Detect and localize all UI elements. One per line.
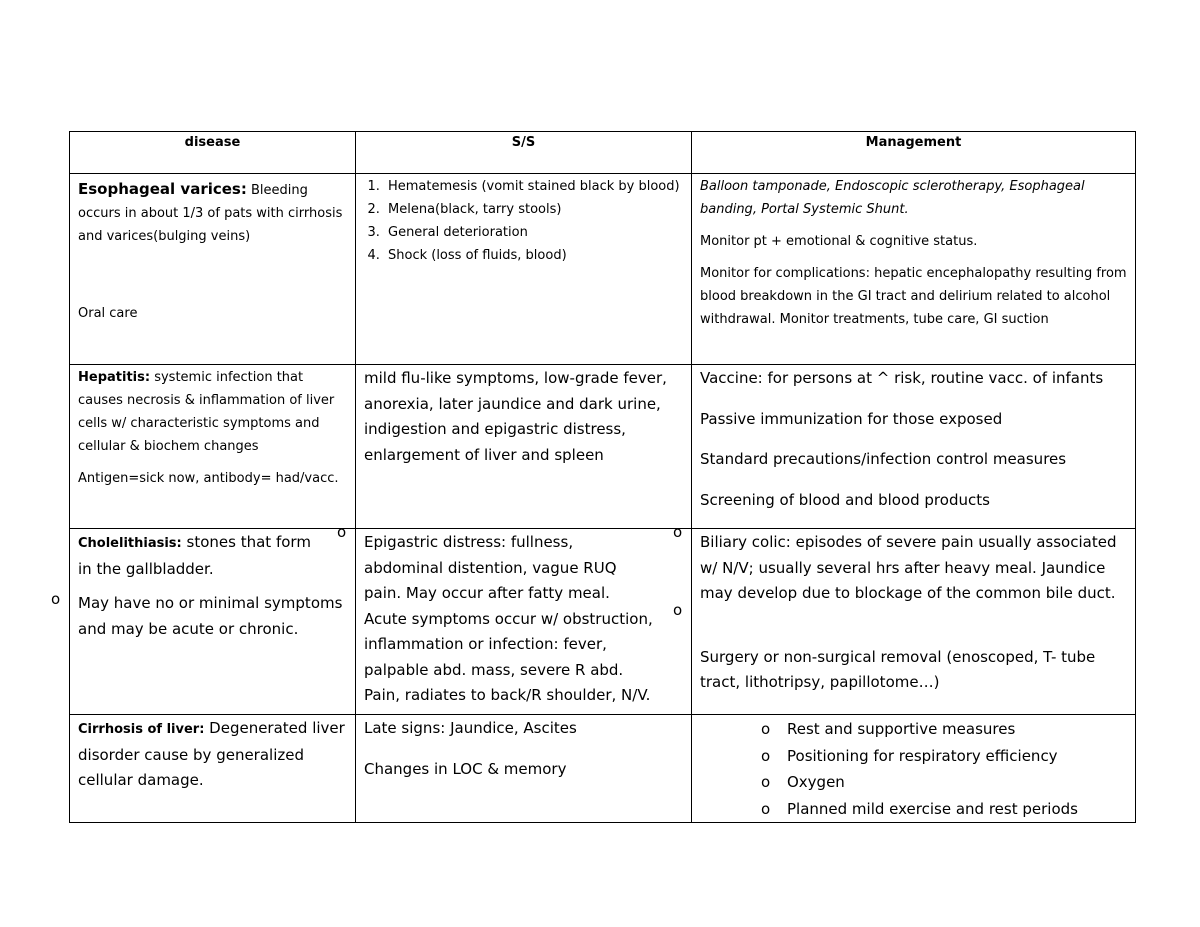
disease-cell	[70, 715, 356, 823]
disease-title: Cirrhosis of liver:	[78, 722, 205, 737]
management-cell	[692, 365, 1136, 529]
list-item: 2. Melena(black, tarry stools)	[384, 198, 683, 221]
table-row	[70, 174, 1136, 365]
management-paragraph: Vaccine: for persons at ^ risk, routine vacc. of infants	[700, 369, 1104, 387]
list-item: 3. General deterioration	[384, 221, 683, 244]
management-paragraph: Passive immunization for those exposed	[700, 409, 1003, 428]
list-item: 1. Hematemesis (vomit stained black by blood)	[384, 175, 683, 198]
ss-cell	[356, 174, 692, 365]
header-disease: disease	[70, 132, 356, 174]
list-item: o Positioning for respiratory efficiency	[761, 743, 1127, 770]
management-paragraph: Biliary colic: episodes of severe pain usually associated w/ N/V; usually several hrs after heavy meal. Jaundice may develop due to blockage of the common bile duct.	[700, 533, 1117, 602]
management-italic: Balloon tamponade, Endoscopic sclerotherapy, Esophageal banding, Portal Systemic Shunt.	[700, 179, 1085, 217]
ss-paragraph: Changes in LOC & memory	[364, 759, 567, 778]
list-item: o Rest and supportive measures	[761, 716, 1127, 743]
disease-cell	[70, 365, 356, 529]
disease-text: systemic infection that causes necrosis & inflammation of liver cells w/ characteristic symptoms and cellular & biochem changes	[78, 370, 335, 454]
disease-title: Esophageal varices:	[78, 180, 247, 198]
circle-bullet-icon: o	[337, 523, 347, 541]
ss-cell	[356, 529, 692, 715]
circle-bullet-icon: o	[673, 523, 683, 541]
ss-cell	[356, 715, 692, 823]
management-paragraph: Monitor for complications: hepatic encephalopathy resulting from blood breakdown in the GI tract and delirium related to alcohol withdrawal. Monitor treatments, tube care, GI suction	[700, 266, 1127, 327]
management-paragraph: Surgery or non-surgical removal (enoscoped, T- tube tract, lithotripsy, papillotome…)	[700, 647, 1096, 691]
list-item: o Planned mild exercise and rest periods	[761, 796, 1127, 823]
management-cell	[692, 715, 1136, 823]
disease-cell	[70, 529, 356, 715]
management-paragraph: Screening of blood and blood products	[700, 490, 990, 509]
ss-text: mild flu-like symptoms, low-grade fever, anorexia, later jaundice and dark urine, indigestion and epigastric distress, enlargement of liver and spleen	[364, 369, 667, 464]
disease-cell	[70, 174, 356, 365]
circle-bullet-icon: o	[761, 746, 771, 765]
disease-table	[69, 131, 1136, 823]
ss-text: Epigastric distress: fullness, abdominal distention, vague RUQ pain. May occur after fatty meal. Acute symptoms occur w/ obstruction, inflammation or infection: fever, palpable abd. mass, severe R abd. Pain, radiates to back/R shoulder, N/V.	[364, 533, 653, 704]
disease-title: Cholelithiasis:	[78, 536, 182, 551]
disease-text: Bleeding occurs in about 1/3 of pats with cirrhosis and varices(bulging veins)	[78, 183, 343, 244]
circle-bullet-icon: o	[761, 799, 771, 818]
table-row	[70, 529, 1136, 715]
circle-bullet-icon: o	[51, 590, 61, 608]
circle-bullet-icon: o	[673, 601, 683, 619]
management-cell	[692, 174, 1136, 365]
ss-paragraph: Late signs: Jaundice, Ascites	[364, 719, 577, 737]
management-cell	[692, 529, 1136, 715]
table-row	[70, 365, 1136, 529]
disease-note: Oral care	[78, 306, 138, 321]
management-bullet-list	[700, 716, 1127, 822]
circle-bullet-icon: o	[761, 720, 771, 738]
table-row	[70, 715, 1136, 823]
disease-title: Hepatitis:	[78, 370, 151, 385]
circle-bullet-icon: o	[761, 773, 771, 791]
list-item: 4. Shock (loss of fluids, blood)	[384, 244, 683, 267]
disease-note: Antigen=sick now, antibody= had/vacc.	[78, 471, 339, 486]
header-ss: S/S	[356, 132, 692, 174]
ss-list	[364, 175, 683, 267]
disease-text: stones that form in the gallbladder.	[78, 533, 311, 578]
disease-note: May have no or minimal symptoms and may be acute or chronic.	[78, 594, 343, 638]
disease-text: Degenerated liver disorder cause by generalized cellular damage.	[78, 719, 345, 789]
management-paragraph: Standard precautions/infection control measures	[700, 450, 1067, 468]
ss-cell	[356, 365, 692, 529]
header-row	[70, 132, 1136, 174]
management-paragraph: Monitor pt + emotional & cognitive status.	[700, 234, 978, 249]
header-management: Management	[692, 132, 1136, 174]
list-item: o Oxygen	[761, 769, 1127, 796]
